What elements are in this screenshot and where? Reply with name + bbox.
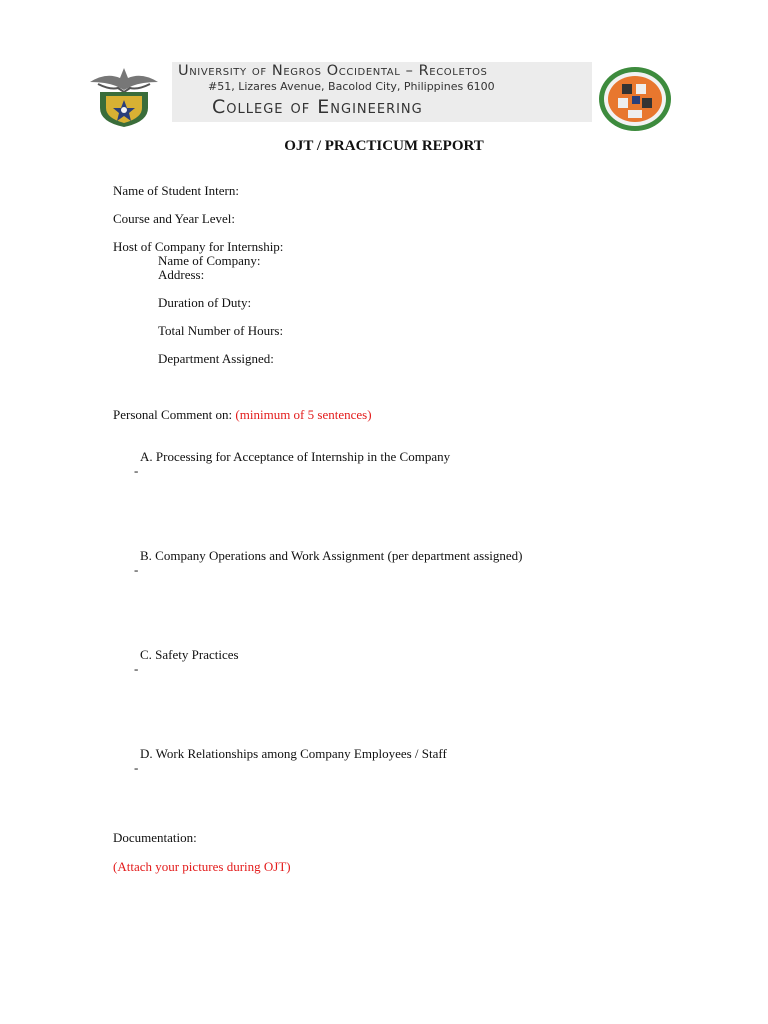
documentation-note: (Attach your pictures during OJT) bbox=[113, 859, 291, 874]
personal-comment-note: (minimum of 5 sentences) bbox=[235, 407, 372, 422]
section-a-bullet: - bbox=[134, 463, 139, 478]
documentation-label: Documentation: bbox=[113, 830, 197, 845]
section-d-heading: D. Work Relationships among Company Employees / Staff bbox=[140, 746, 447, 761]
page-title: OJT / PRACTICUM REPORT bbox=[284, 138, 484, 154]
personal-comment bbox=[113, 407, 372, 422]
letterhead bbox=[88, 62, 680, 126]
university-banner bbox=[172, 62, 592, 122]
eagle-seal-icon bbox=[88, 64, 160, 128]
section-c-bullet: - bbox=[134, 661, 139, 676]
personal-comment-label: Personal Comment on: bbox=[113, 407, 233, 422]
section-b-bullet: - bbox=[134, 562, 139, 577]
field-department: Department Assigned: bbox=[158, 351, 274, 366]
university-address: #51, Lizares Avenue, Bacolod City, Philippines 6100 bbox=[208, 80, 495, 93]
field-company-name: Name of Company: bbox=[158, 253, 261, 268]
section-c-heading: C. Safety Practices bbox=[140, 647, 239, 662]
field-student-intern: Name of Student Intern: bbox=[113, 183, 239, 198]
field-host-company: Host of Company for Internship: bbox=[113, 239, 284, 254]
section-a-heading: A. Processing for Acceptance of Internship in the Company bbox=[140, 449, 451, 464]
field-course-year: Course and Year Level: bbox=[113, 211, 236, 226]
university-name: University of Negros Occidental – Recoletos bbox=[178, 63, 488, 79]
section-b-heading: B. Company Operations and Work Assignment (per department assigned) bbox=[140, 548, 523, 563]
section-d-bullet: - bbox=[134, 760, 139, 775]
engineering-seal-icon bbox=[598, 66, 672, 132]
field-total-hours: Total Number of Hours: bbox=[158, 323, 284, 338]
college-name: College of Engineering bbox=[212, 96, 423, 118]
field-address: Address: bbox=[158, 267, 205, 282]
field-duration: Duration of Duty: bbox=[158, 295, 252, 310]
